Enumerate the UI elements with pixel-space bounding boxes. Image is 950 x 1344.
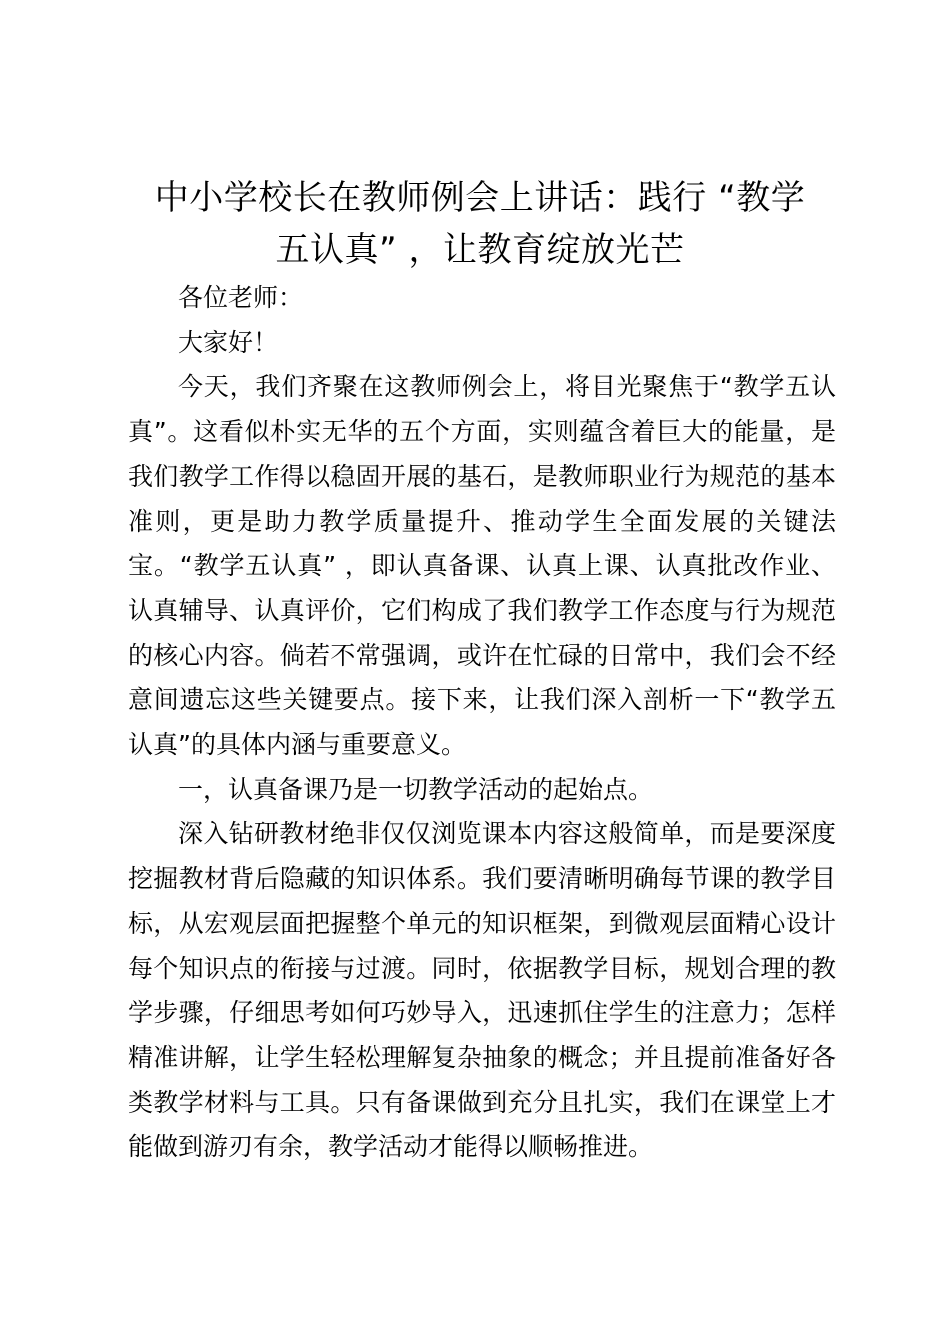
document-body xyxy=(128,276,836,1170)
salutation: 各位老师： xyxy=(178,283,304,312)
title-line-1: 中小学校长在教师例会上讲话：践行 “教学 xyxy=(154,178,806,218)
paragraph-section-1: 深入钻研教材绝非仅仅浏览课本内容这般简单，而是要深度挖掘教材背后隐藏的知识体系。我们要清晰明确每节课的教学目标，从宏观层面把握整个单元的知识框架，到微观层面精心设计每个知识点的衔接与过渡。同时，依据教学目标，规划合理的教学步骤，仔细思考如何巧妙导入，迅速抓住学生的注意力；怎样精准讲解，让学生轻松理解复杂抽象的概念；并且提前准备好各类教学材料与工具。只有备课做到充分且扎实，我们在课堂上才能做到游刃有余，教学活动才能得以顺畅推进。 xyxy=(128,819,836,1162)
document-title xyxy=(120,172,840,276)
paragraph-intro: 今天，我们齐聚在这教师例会上，将目光聚焦于“教学五认真”。这看似朴实无华的五个方面，实则蕴含着巨大的能量，是我们教学工作得以稳固开展的基石，是教师职业行为规范的基本准则，更是助力教学质量提升、推动学生全面发展的关键法宝。“教学五认真” ，即认真备课、认真上课、认真批改作业、认真辅导、认真评价，它们构成了我们教学工作态度与行为规范的核心内容。倘若不常强调，或许在忙碌的日常中，我们会不经意间遗忘这些关键要点。接下来，让我们深入剖析一下“教学五认真”的具体内涵与重要意义。 xyxy=(128,372,836,760)
title-line-2: 五认真” ，让教育绽放光芒 xyxy=(275,230,685,270)
greeting: 大家好！ xyxy=(178,327,279,357)
section-heading-1: 一，认真备课乃是一切教学活动的起始点。 xyxy=(178,774,654,804)
